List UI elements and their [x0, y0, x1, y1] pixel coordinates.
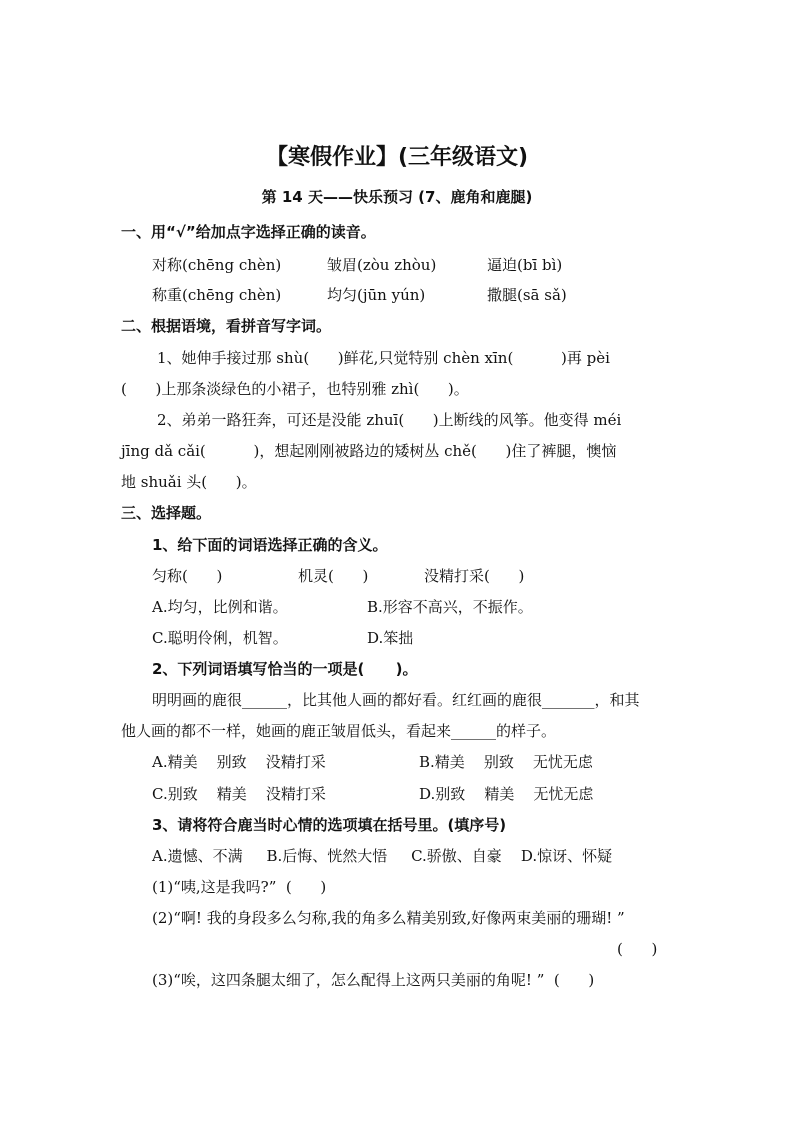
section3-q2-line2: 他人画的都不一样，她画的鹿正皱眉低头，看起来______的样子。	[121, 722, 557, 740]
section3-q2-line1: 明明画的鹿很______，比其他人画的都好看。红红画的鹿很_______，和其	[152, 691, 640, 709]
section2-q2-line3: 地 shuǎi 头( )。	[121, 473, 257, 491]
page-title: 【寒假作业】(三年级语文)	[265, 145, 529, 170]
section3-q1-heading: 1、给下面的词语选择正确的含义。	[152, 536, 388, 554]
pinyin-choice-4: 称重(chēng chèn)	[152, 286, 282, 304]
q3-item-2: (2)“啊! 我的身段多么匀称,我的角多么精美别致,好像两束美丽的珊瑚! ”	[152, 909, 625, 927]
word-item-3: 没精打采( )	[424, 567, 525, 585]
q1-option-d: D.笨拙	[367, 629, 414, 647]
word-item-1: 匀称( )	[152, 567, 223, 585]
q1-option-b: B.形容不高兴，不振作。	[367, 598, 533, 616]
pinyin-choice-1: 对称(chēng chèn)	[152, 256, 282, 274]
section3-heading: 三、选择题。	[121, 504, 212, 522]
pinyin-choice-6: 撒腿(sā sǎ)	[487, 286, 567, 304]
section2-q2-line1: 2、弟弟一路狂奔，可还是没能 zhuī( )上断线的风筝。他变得 méi	[157, 411, 622, 429]
q3-item-2-answer: ( )	[617, 940, 658, 958]
section2-heading: 二、根据语境，看拼音写字词。	[121, 317, 332, 335]
pinyin-choice-2: 皱眉(zòu zhòu)	[327, 256, 437, 274]
q2-option-a: A.精美 别致 没精打采	[152, 753, 326, 771]
section3-q3-heading: 3、请将符合鹿当时心情的选项填在括号里。(填序号)	[152, 816, 507, 834]
pinyin-choice-3: 逼迫(bī bì)	[487, 256, 563, 274]
q3-item-1: (1)“咦,这是我吗?” ( )	[152, 878, 327, 896]
q2-option-d: D.别致 精美 无忧无虑	[419, 785, 594, 803]
word-item-2: 机灵( )	[298, 567, 369, 585]
q2-option-c: C.别致 精美 没精打采	[152, 785, 326, 803]
section2-q2-line2: jīng dǎ cǎi( )，想起刚刚被路边的矮树丛 chě( )住了裤腿，懊恼	[121, 442, 617, 460]
q3-options: A.遗憾、不满 B.后悔、恍然大悟 C.骄傲、自豪 D.惊讶、怀疑	[152, 847, 613, 865]
section2-q1-line1: 1、她伸手接过那 shù( )鲜花,只觉特别 chèn xīn( )再 pèi	[157, 349, 610, 367]
page-subtitle: 第 14 天——快乐预习 (7、鹿角和鹿腿)	[261, 188, 533, 206]
pinyin-choice-5: 均匀(jūn yún)	[327, 286, 426, 304]
q2-option-b: B.精美 别致 无忧无虑	[419, 753, 593, 771]
q1-option-a: A.均匀，比例和谐。	[152, 598, 288, 616]
q1-option-c: C.聪明伶俐，机智。	[152, 629, 288, 647]
section1-heading: 一、用“√”给加点字选择正确的读音。	[121, 223, 376, 241]
q3-item-3: (3)“唉，这四条腿太细了，怎么配得上这两只美丽的角呢! ” ( )	[152, 971, 595, 989]
section2-q1-line2: ( )上那条淡绿色的小裙子，也特别雅 zhì( )。	[121, 380, 469, 398]
section3-q2-heading: 2、下列词语填写恰当的一项是( )。	[152, 660, 418, 678]
